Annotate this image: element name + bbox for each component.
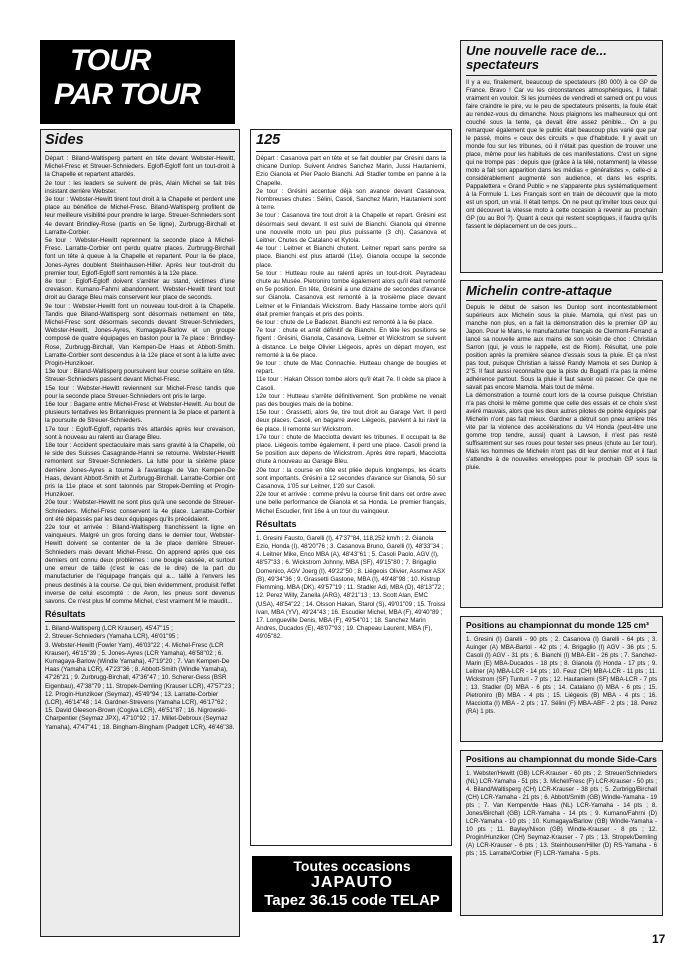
sides-results-title: Résultats (45, 609, 86, 620)
logo-line-1: TOUR (70, 44, 151, 77)
section-standings-125 (460, 616, 663, 742)
logo-line-2: PAR TOUR (54, 78, 200, 111)
sides-body: Départ : Biland-Waltisperg partent en tête devant Webster-Hewitt, Michel-Fresc et Streuer-Schnieders. Egloff-Egloff font un tout-droit à la Chapelle et repartent attardés. 2e tour : les leaders se suivent de près, Alain Michel se fait très insistant derrière Webster. 3e tour : Webster-Hewitt tirent tout droit à la Chapelle et perdent une place au bénéfice de Michel-Fresc. Biland-Waltisperg profitent de leur meilleure visibilité pour prendre le large. Streuer-Schnieders sont 4e devant Brindley-Rose (partis en 5e ligne), Zurbrugg-Birchall et Larratte-Corbier. 5e tour : Webster-Hewitt reprennent la seconde place à Michel-Fresc. Larratte-Corbier ont perdu quatre places. Zurbrugg-Birchall font un tête à queue à la Chapelle et repartent. Pour la 6e place, Jones-Ayres doublent Steinhausen-Hiller. Après leur tout-droit du premier tour, Egloff-Egloff sont remontés à la 12e place. 8e tour : Egloff-Egloff doivent s'arrêter au stand, victimes d'une crevaison. Kumano-Fahrni abandonnent. Webster-Hewitt tirent tout droit au Garage Bleu mais conservent leur place de seconds. 9e tour : Webster-Hewitt font un nouveau tout-droit à la Chapelle. Tandis que Biland-Waltisperg sont désormais nettement en tête, Michel-Fresc sont désormais seconds devant Streuer-Schnieders, Webster-Hewitt, Jones-Ayres, Kumagaya-Barlow et un groupe composé de quatre équipages en baston pour la 7e place : Brindley-Rose, Zurbrugg-Birchall, Van Kempen-De Haas et Abbott-Smith. Larratte-Corbier sont descendus à la 12e place et sont à la lutte avec Progin-Hunzikoer. 13e tour : Biland-Waltisperg poursuivent leur course solitaire en tête. Streuer-Schnieders passent devant Michel-Fresc. 15e tour : Webster-Hewitt reviennent sur Michel-Fresc tandis que pour la seconde place Streuer-Schnieders ont pris le large. 16e tour : Bagarre entre Michel-Fresc et Webster-Hewitt. Au bout de plusieurs tentatives les Britanniques prennent la 3e place et partent à la poursuite de Streuer-Schnieders. 17e tour : Egloff-Egloff, repartis très attardés après leur crevaison, sont à nouveau au ralenti au Garage Bleu. 18e tour : Accident spectaculaire mais sans gravité à la Chapelle, où le side des Suisses Casagrande-Hanni se retourne. Webster-Hewitt remontent sur Streuer-Schnieders. La lutte pour la sixième place derrière Jones-Ayres a tourné à l'avantage de Van Kempen-De Haas, devant Abbott-Smith et Zurbrugg-Birchall. Larratte-Corbier ont pris la 11e place et sont talonnés par Stropek-Demling et Progin-Hunzikoer. 20e tour : Webster-Hewitt ne sont plus qu'à une seconde de Streuer-Schnieders. Michel-Fresc conservent la 4e place. Larratte-Corbier ont été dépassés par les deux équipages qu'ils précédaient. 22e tour et arrivée : Biland-Waltisperg franchissent la ligne en vainqueurs. Malgré un gros forcing dans le dernier tour, Webster-Hewitt doivent se contenter de la 3e place derrière Streuer-Schnieders mais devant Michel-Fresc. On apprend après que ces derniers ont connu deux problèmes : une bougie cassée, et surtout une erreur de taille (c'est le cas de le dire) de la part du manufacturier de l'équipage français qui a... taillé à l'envers les pneus destinés à la course. Ce qui, bien évidemment, produisit l'effet inverse de celui escompté : de Avon, les pneus sont devenus savons. Ce n'est plus M comme Michel, c'est vraiment M le maudit... (45, 154, 235, 605)
section-125 (250, 129, 452, 846)
section-michelin (460, 280, 663, 608)
c125-results: 1. Gresini Fausto, Garelli (I), 47'37''84, 118,252 km/h ; 2. Gianola Ezio, Honda (I), 48'20''76 ; 3. Casanova Bruno, Garelli (I), 48'33''34 ; 4. Leitner Mike, Enco MBA (A), 48'43''61 ; 5. Casoli Paolo, AGV (I), 48'57''33 ; 6. Wickstrom Johnny, MBA (SF), 49'15''80 ; 7. Brigaglio Domenico, AGV Joerg (I), 49'22''50 ; 8. Liégeois Olivier, Assmex ASX (B), 49'34''36 ; 9. Grassetti Gastone, MBA (I), 49'48''98 ; 10. Kistrup Flemming, MBA (DK), 49'57''19 ; 11. Stadler Adi, MBA (D), 48'13''72 ; 12. Perez Willy, Zanella (ARG), 48'21''13 ; 13. Scott Alan, EMC (USA), 48'54''22 ; 14. Olsson Hakan, Starol (S), 49'01''09 ; 15. Troissi Ivan, MBA (YV), 49'24''43 ; 16. Escudier Michel, MBA (F), 49'40''89 ; 17. Longueville Denis, MBA (F), 49'54''01 ; 18. Sanchez Marin Andres, Ducados (E), 48'07''93 ; 19. Chapeau Laurent, MBA (F), 49'05''82. (256, 534, 446, 641)
ad-japauto (252, 856, 452, 912)
ad-line-1: Toutes occasions (293, 858, 411, 874)
sides-result-1: 1. Biland-Waltisperg (LCR Krauser), 45'47''15 ; (45, 625, 173, 633)
spectators-body: Il y a eu, finalement, beaucoup de spectateurs (80 000) à ce GP de France. Bravo ! Car vu les circonstances atmosphériques, il fallait vraiment en vouloir. Si les journées de vendredi et samedi ont pu vous faire craindre le pire, vu le peu de spectateurs présents, la foule était au rendez-vous du dimanche. Nous plaignons les malheureux qui ont couché sous la tente, ça devait être assez pénible... On a pu remarquer également que le public était beaucoup plus varié que par le passé, moins « ceux des circuits » que d'habitude. Il y avait un monde fou sur les tribunes, où il n'était pas question de trouver une place, même pour les habitués de ces manifestations. C'est un signe qui ne trompe pas : depuis que (grâce à la télé, notamment) la vitesse moto a fait son apparition dans les médias « généralistes », celle-ci a considérablement augmenté son audience, et dans les esprits. Pappalettera « Grand Public » ne s'apparente plus systématiquement à la Formule 1. Les Français sont en train de découvrir que la moto est un sport, un vrai. Il était temps. On ne peut qu'inviter tous ceux qui ont découvert la vitesse moto à cette occasion à revenir au prochain GP (ou au Bol ?). Quant à ceux qui restent sceptiques, il faudra qu'ils fassent le déplacement un de ces jours... (466, 78, 657, 230)
section-sides (40, 129, 240, 937)
section-logo (40, 40, 235, 124)
sides-title: Sides (45, 132, 84, 148)
michelin-body: Depuis le début de saison les Dunlop sont incontestablement supérieurs aux Michelin sous la pluie. Mamola, qui n'est pas un manche non plus, en a fait la démonstration dès le premier GP au Japon. Pour le Mans, le manufacturier français de Clermont-Ferrand a lancé sa nouvelle arme aux mains de son voisin de choc : Christian Sarron (qui, je vous le rappelle, est de Riom). Résultat, une pole position après la première séance d'essais sous la pluie. Et ça n'est pas tout, puisque Christian a laissé Randy Mamola et ses Dunlop à 2''5. Il faut aussi reconnaître que la piste du Bugatti n'a pas la même adhérence partout. Sous la pluie il faut savoir où passer. Ce que ne savait pas encore Mamola. Mais tout de même. La démonstration a tourné court lors de la course puisque Christian n'a pas choisi le même gomme que celle des essais et ce choix s'est avéré mauvais, alors que les deux autres pilotes de pointe équipés par Michelin n'ont pas fait mieux. Gardner a détruit son pneu arrière très vite par la violence des accélérations du V4 Honda (peut-être une gomme trop tendre, aussi) quant à Lawson, il n'est pas resté suffisamment sur ses roues pour tester ses pneus (chute au 1er tour). Mais les hommes de Michelin n'ont pas dit leur dernier mot et il faut s'attendre à de nouvelles enveloppes pour le prochain GP sous la pluie. (466, 304, 657, 472)
sides-result-3: 3. Webster-Hewitt (Fowler Yam), 46'03''22 ; 4. Michel-Fresc (LCR Krauser), 46'15''39 ; 5. Jones-Ayres (LCR Yamaha), 46'58''02 ; 6. Kumagaya-Barlow (Windle Yamaha), 47'19''20 ; 7. Van Kempen-De Haas (Yamaha LCR), 47'23''36 ; 8. Abbott-Smith (Windle Yamaha), 47'26''21 ; 9. Zurbrugg-Birchall, 47'36''47 ; 10. Scherer-Gess (BSR Eigenbau), 47'38''79 ; 11. Stropek-Demling (Krauser LCR), 47'57''23 ; 12. Progin-Hunzikoer (Seymaz), 45'49''94 ; 13. Larratte-Corbier (LCR), 46'14''48 ; 14. Gardner-Strevens (Yamaha LCR), 46'17''62 ; 15. David Gleeson-Brown (Cogiva LCR), 46'51''87 ; 16. Nigrowski-Charpentier (Seymaz JPX), 47'10''92 ; 17. Millet-Debroux (Seymaz Yamaha), 47'47''41 ; 18. Bingham-Bingham (Padgett LCR), 46'46''38. (45, 641, 235, 731)
standingsSide-title: Positions au championnat du monde Side-Cars (466, 754, 657, 764)
c125-results-title: Résultats (256, 518, 297, 529)
c125-body: Départ : Casanova part en tête et se fait doubler par Grésini dans la chicane Dunlop. Suivent Andres Sanchez Marin, Jussi Hautaniemi, Ezio Gianola et Pier Paolo Bianchi. Adi Stadler tombe en panne à la Chapelle. 2e tour : Grésini accentue déjà son avance devant Casanova. Nombreuses chutes : Sélini, Casoli, Sanchez Marin, Hautaniemi sont à terre. 3e tour : Casanova tire tout droit à la Chapelle et repart. Grésini est désormais seul devant. Il est suivi de Bianchi. Gianola qui étrenne une nouvelle moto un peu plus puissante (3 ch). Casanova et Leitner. Chutes de Catalano et Kytola. 4e tour : Leitner et Bianchi chutent. Leitner repart sans perdre sa place. Bianchi est plus attardé (11e). Gianola occupe la seconde place. 5e tour : Hutteau roule au ralenti après un tout-droit. Peyradeau chute au Musée. Pietroniro tombe également alors qu'il était remonté en 5e position. En tête, Grésini a une dizaine de secondes d'avance sur Gianola. Casanova est remonté à la troisième place devant Leitner et le Finlandais Wickstrom. Bady Hassaine tombe alors qu'il était premier français et pris des points. 6e tour : chute de Le Badezet. Bianchi est remonté à la 6e place. 7e tour : chute et arrêt définitif de Bianchi. En tête les positions se figent : Grésini, Gianola, Casanova, Leitner et Wickstrom se suivent à distance. Le belge Olivier Liégeois, après un départ moyen, est remonté à la 6e place. 9e tour : chute de Mac Connachie. Hutteau change de bougies et repart. 11e tour : Hakan Olsson tombe alors qu'il était 7e. Il cède sa place à Casoli. 12e tour : Hutteau s'arrête définitivement. Son problème ne venait pas des bougies mais de la bobine. 15e tour : Grassetti, alors 9e, tire tout droit au Garage Vert. Il perd deux places. Casoli, en bagarre avec Liégeois, parvient à lui ravir la 6e place. Il remonte sur Wickstrom. 17e tour : chute de Macciotta devant les tribunes. Il occupait la 8e place. Liégeois tombe également, il perd une place. Casoli prend la 5e position aux dépens de Wickstrom. Après être reparti, Macciotta chute à nouveau au Garage Bleu. 20e tour : la course en tête est pliée depuis longtemps, les écarts sont importants. Grésini a 12 secondes d'avance sur Gianola, 50 sur Casanova, 1'05 sur Leitner, 1'20 sur Casoli. 22e tour et arrivée : comme prévu la course finit dans cet ordre avec une belle performance de Gianola et sa Honda. Le premier français, Michel Escudier, finit 16e à un tour du vainqueur. (256, 154, 446, 515)
c125-title: 125 (256, 132, 281, 148)
standings125-body: 1. Gresini (I) Garelli - 90 pts ; 2. Casanova (I) Garelli - 64 pts ; 3. Auinger (A) MBA-Bartol - 42 pts ; 4. Brigaglio (I) AGV - 36 pts ; 5. Casoli (I) AGV - 31 pts ; 6. Bianchi (I) MBA-Elit - 26 pts ; 7. Sanchez-Marin (E) MBA-Ducados - 18 pts ; 8. Gianola (I) Honda - 17 pts ; 9. Leitner (A) MBA-LCR - 14 pts ; 10. Feuz (CH) MBA-LCR - 11 pts ; 11. Wickstrom (SF) Tunturi - 7 pts ; 12. Hautaniemi (SF) MBA-LCR - 7 pts ; 13. Stadler (D) MBA - 6 pts ; 14. Catalano (I) MBA - 6 pts ; 15. Pietroniro (B) MBA - 4 pts ; 15. Liégeois (B) MBA - 4 pts ; 16. Macciotta (I) MBA - 2 pts ; 17. Sélini (F) MBA-ABF - 2 pts ; 18. Perez (RA) 1 pts. (466, 636, 657, 715)
section-standings-sidecars (460, 750, 663, 916)
ad-line-2: JAPAUTO (311, 874, 393, 891)
section-spectators (460, 40, 663, 273)
michelin-title: Michelin contre-attaque (466, 283, 612, 298)
sides-result-2: 2. Streuer-Schnieders (Yamaha LCR), 46'01''95 ; (45, 633, 179, 641)
standingsSide-body: 1. Webster/Hewitt (GB) LCR-Krauser - 60 pts ; 2. Streuer/Schnieders (NL) LCR-Yamaha - 51 pts ; 3. Michel/Fresc (F) LCR-Krauser - 50 pts ; 4. Biland/Waltisperg (CH) LCR-Krauser - 38 pts ; 5. Zurbrigg/Birchall (CH) LCR-Yamaha - 21 pts ; 6. Abbott/Smith (GB) Windle-Yamaha - 19 pts ; 7. Van Kempen/de Haas (NL) LCR-Yamaha - 14 pts ; 8. Jones/Birchall (GB) LCR-Yamaha - 14 pts ; 9. Kumano/Fahrni (D) LCR-Yamaha - 10 pts ; 10. Kumagaya/Barlow (GB) Windle-Yamaha - 10 pts ; 11. Bayley/Nixon (GB) Windle-Krauser - 8 pts ; 12. Progin/Hunziker (CH) Seymaz-Krauser - 7 pts ; 13. Stropek/Demling (A) LCR-Krauser - 6 pts ; 13. Steinhousen/Hiller (D) RS-Yamaha - 6 pts ; 15. Larratte/Corbier (F) LCR-Yamaha - 5 pts. (466, 770, 657, 857)
spectators-title: Une nouvelle race de... spectateurs (466, 43, 607, 73)
standings125-title: Positions au championnat du monde 125 cm³ (466, 620, 649, 630)
page-number: 17 (652, 932, 666, 946)
ad-line-3: Tapez 36.15 code TELAP (264, 892, 440, 909)
